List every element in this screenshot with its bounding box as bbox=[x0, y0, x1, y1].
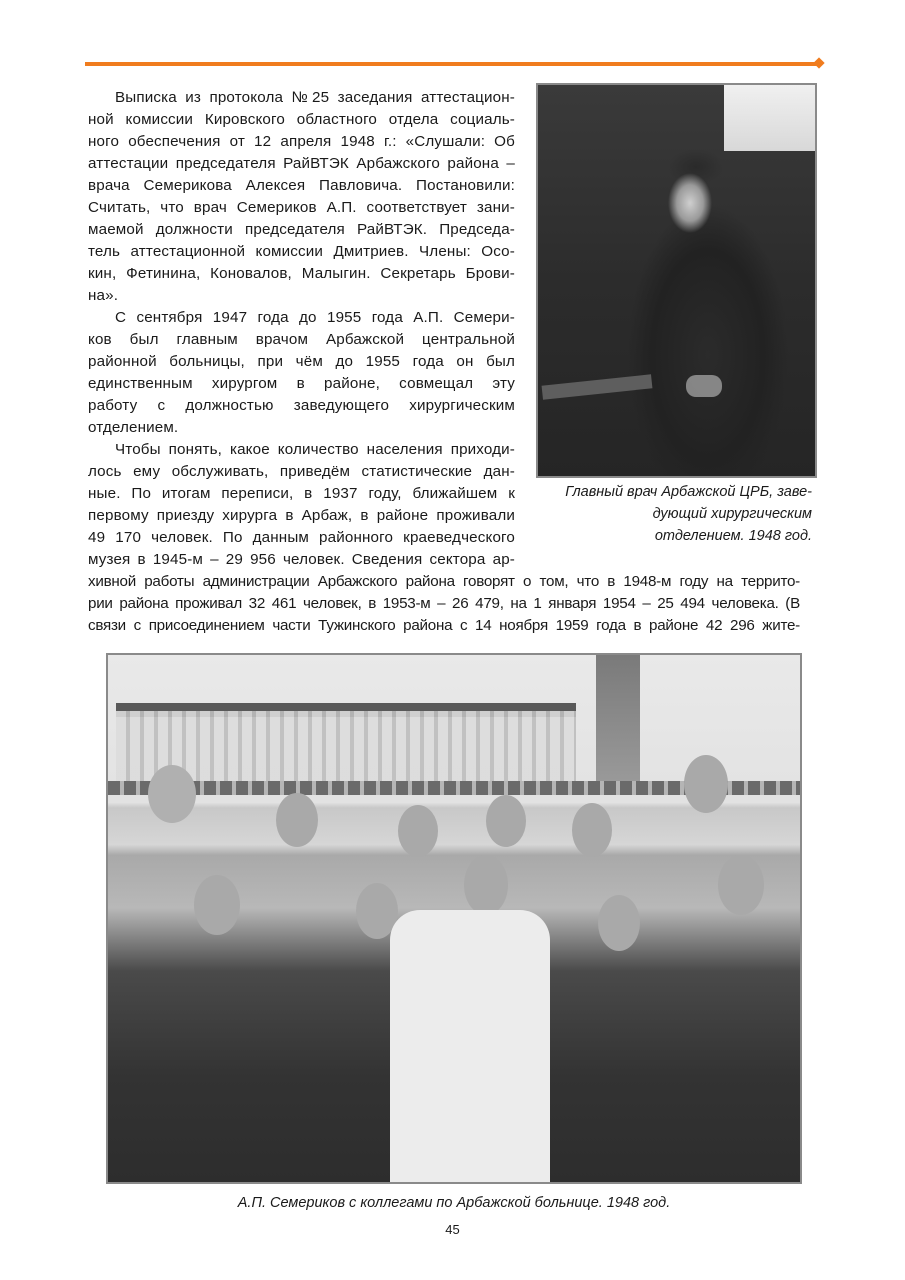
paragraph-line: единственным хирургом в районе, совмещал эту bbox=[88, 375, 515, 392]
photo-detail-white-coat bbox=[390, 910, 550, 1184]
paragraph-line: первому приезду хирурга в Арбаж, в районе проживали bbox=[88, 507, 515, 524]
paragraph-line: работу с должностью заведующего хирургическим bbox=[88, 397, 515, 414]
photo-detail-hands bbox=[686, 375, 722, 397]
paragraph-line: ные. По итогам переписи, в 1937 году, ближайшем к bbox=[88, 485, 515, 502]
photo-detail-book bbox=[542, 374, 653, 399]
paragraph-line: маемой должности председателя РайВТЭК. Председа- bbox=[88, 221, 515, 238]
paragraph-line: ков был главным врачом Арбажской центральной bbox=[88, 331, 515, 348]
paragraph-line: ной комиссии Кировского областного отдела социаль- bbox=[88, 111, 515, 128]
paragraph-line: ного обеспечения от 12 апреля 1948 г.: «Слушали: Об bbox=[88, 133, 515, 150]
paragraph-line: С сентября 1947 года до 1955 года А.П. Семери- bbox=[115, 309, 515, 326]
photo-person bbox=[148, 765, 196, 823]
paragraph-line: музея в 1945-м – 29 956 человек. Сведения сектора ар- bbox=[88, 551, 515, 568]
paragraph-line: на». bbox=[88, 287, 119, 304]
portrait-caption-line: отделением. 1948 год. bbox=[654, 528, 812, 544]
paragraph-line: 49 170 человек. По данным районного краеведческого bbox=[88, 529, 515, 546]
paragraph-line: отделением. bbox=[88, 419, 179, 436]
paragraph-line: врача Семерикова Алексея Павловича. Постановили: bbox=[88, 177, 515, 194]
paragraph-line: районной больницы, при чём до 1955 года он был bbox=[88, 353, 515, 370]
paragraph-line: связи с присоединением части Тужинского района с 14 ноября 1959 года в районе 42 296 жите- bbox=[88, 617, 800, 634]
photo-person bbox=[398, 805, 438, 857]
paragraph-line: Чтобы понять, какое количество населения приходи- bbox=[115, 441, 515, 458]
portrait-caption-line: дующий хирургическим bbox=[652, 506, 812, 522]
paragraph-line: аттестации председателя РайВТЭК Арбажского района – bbox=[88, 155, 515, 172]
portrait-caption-line: Главный врач Арбажской ЦРБ, заве- bbox=[565, 484, 812, 500]
photo-person bbox=[718, 855, 764, 915]
group-photo-caption: А.П. Семериков с коллегами по Арбажской больнице. 1948 год. bbox=[237, 1195, 671, 1211]
paragraph-line: хивной работы администрации Арбажского района говорят о том, что в 1948-м году на террито- bbox=[88, 573, 800, 590]
portrait-photo bbox=[536, 83, 817, 478]
header-rule bbox=[85, 62, 818, 66]
photo-person bbox=[464, 855, 508, 915]
photo-person bbox=[486, 795, 526, 847]
photo-person bbox=[572, 803, 612, 857]
photo-person bbox=[194, 875, 240, 935]
paragraph-line: кин, Фетинина, Коновалов, Малыгин. Секретарь Брови- bbox=[88, 265, 515, 282]
photo-backdrop-tower bbox=[596, 655, 640, 785]
paragraph-line: Выписка из протокола №25 заседания аттестацион- bbox=[115, 89, 515, 106]
page-number: 45 bbox=[445, 1222, 460, 1237]
header-rule-diamond bbox=[813, 57, 824, 68]
photo-person bbox=[598, 895, 640, 951]
paragraph-line: тель аттестационной комиссии Дмитриев. Члены: Осо- bbox=[88, 243, 515, 260]
paragraph-line: лось ему обслуживать, приведём статистические дан- bbox=[88, 463, 515, 480]
paragraph-line: Считать, что врач Семериков А.П. соответствует зани- bbox=[88, 199, 515, 216]
group-photo bbox=[106, 653, 802, 1184]
paragraph-line: рии района проживал 32 461 человек, в 1953-м – 26 479, на 1 января 1954 – 25 494 человека. (В bbox=[88, 595, 800, 612]
photo-person bbox=[684, 755, 728, 813]
photo-person bbox=[276, 793, 318, 847]
